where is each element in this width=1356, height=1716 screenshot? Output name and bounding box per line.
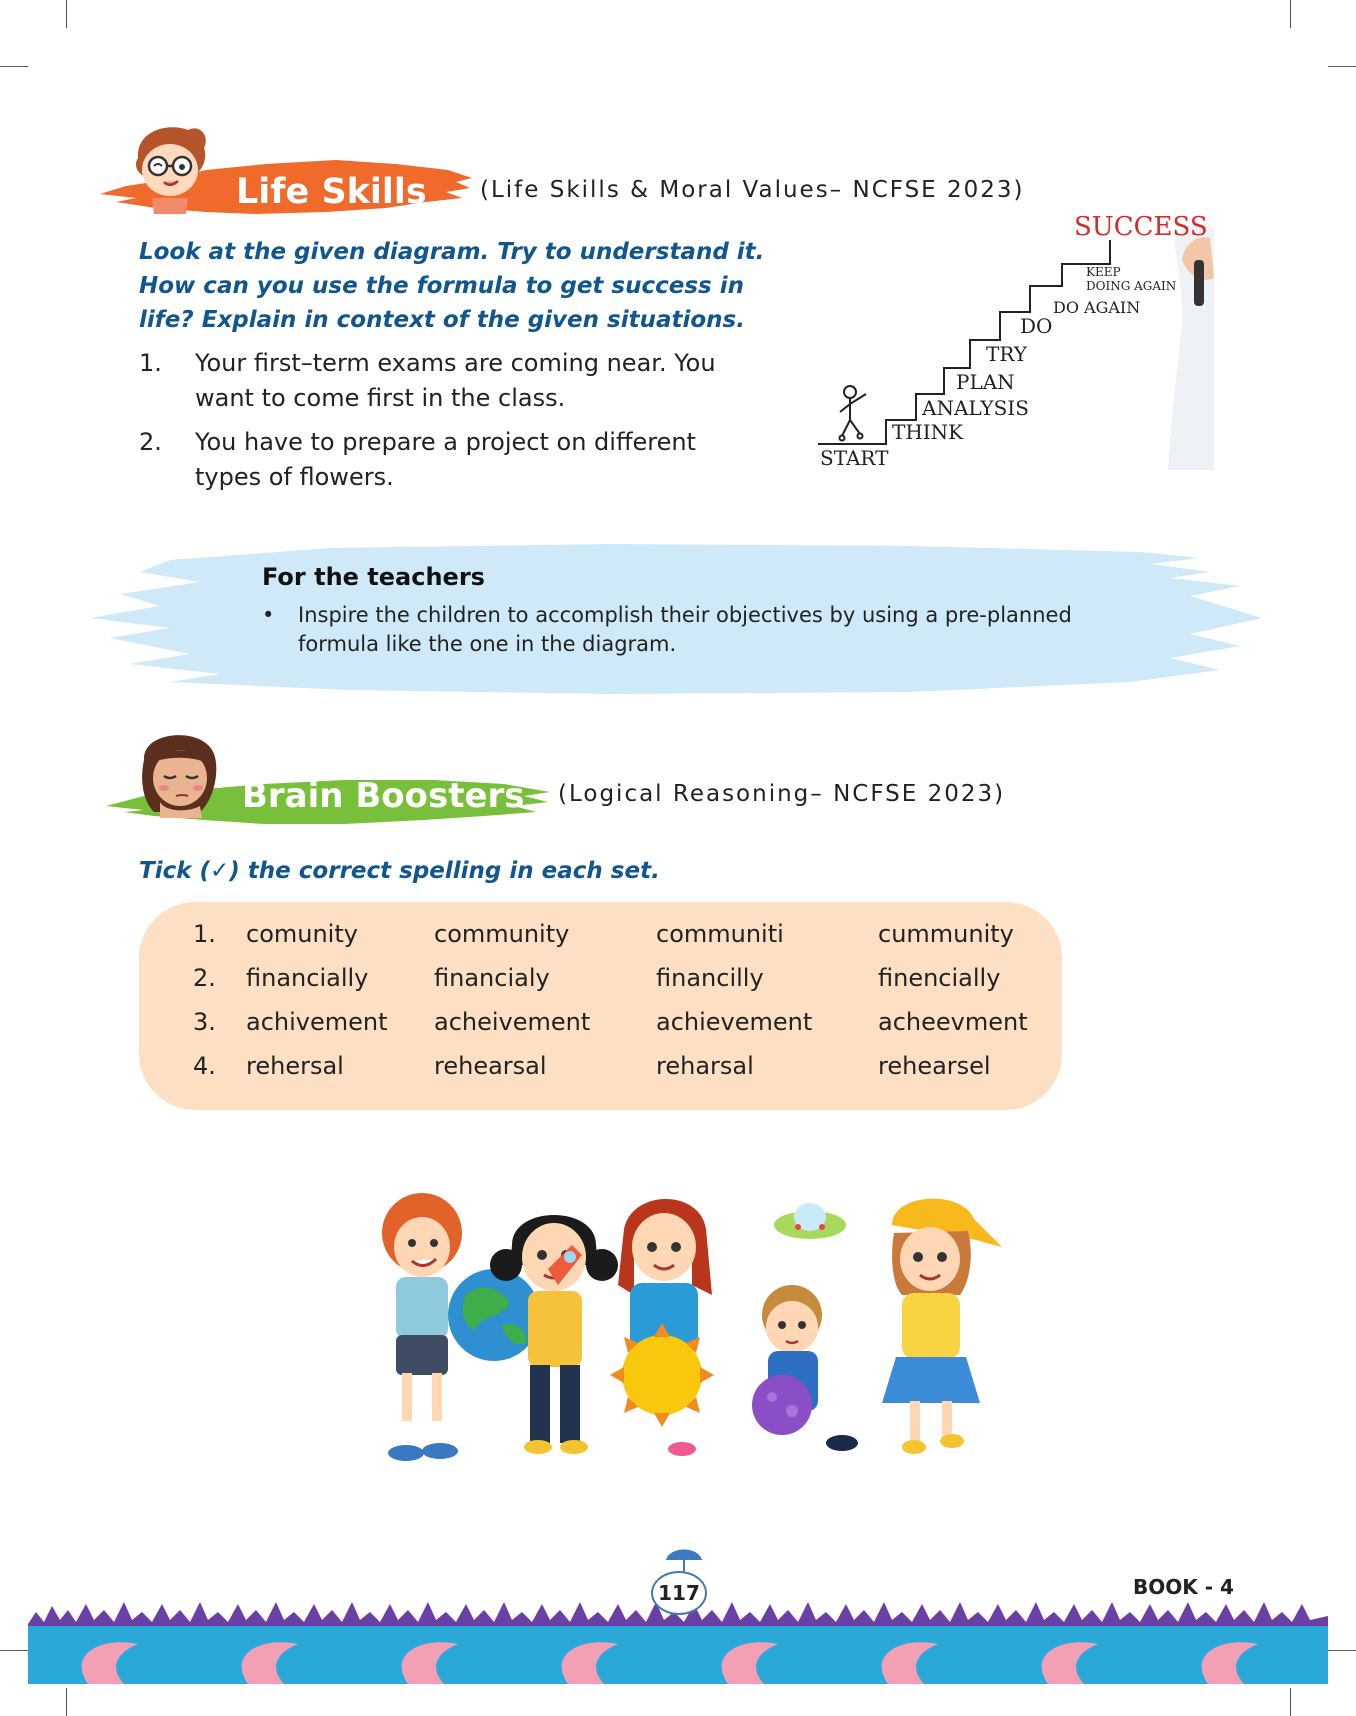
spelling-option[interactable]: acheevment [878, 1008, 1028, 1036]
girl-with-cap-icon [882, 1199, 1002, 1454]
stick-figure-icon [840, 386, 867, 441]
teacher-note-title: For the teachers [262, 563, 485, 591]
success-label: SUCCESS [1074, 212, 1208, 242]
spelling-option[interactable]: comunity [246, 920, 358, 948]
list-text: Your first–term exams are coming near. You want to come first in the class. [195, 349, 716, 412]
step-start-label: START [820, 446, 889, 470]
row-number: 4. [193, 1052, 216, 1080]
crop-mark [1328, 1650, 1356, 1651]
row-number: 1. [193, 920, 216, 948]
list-item [139, 425, 769, 495]
step-keep-label: KEEP [1086, 265, 1121, 279]
step-do-label: DO [1020, 314, 1053, 338]
row-number: 2. [193, 964, 216, 992]
spelling-option[interactable]: rehearsal [434, 1052, 547, 1080]
spelling-option[interactable]: financilly [656, 964, 764, 992]
brain-boosters-title: Brain Boosters [242, 776, 525, 816]
life-skills-instruction: Look at the given diagram. Try to understand it. How can you use the formula to get success in life? Explain in context of the given situations. [139, 239, 765, 333]
page-number: 117 [651, 1571, 707, 1615]
spelling-option[interactable]: financialy [434, 964, 550, 992]
teacher-note-text: Inspire the children to accomplish their objectives by using a pre-planned formula like the one in the diagram. [298, 603, 1072, 656]
book-label: BOOK - 4 [1133, 1575, 1234, 1599]
list-number: 2. [139, 428, 162, 456]
success-stairs-diagram [810, 208, 1214, 470]
spelling-option[interactable]: cummunity [878, 920, 1014, 948]
crop-mark [1290, 0, 1291, 28]
step-keep-doing-label: DOING AGAIN [1086, 279, 1177, 293]
hand-with-marker-icon [1168, 225, 1214, 470]
crop-mark [0, 1650, 28, 1651]
spelling-option[interactable]: communiti [656, 920, 784, 948]
spelling-option[interactable]: achivement [246, 1008, 388, 1036]
spelling-option[interactable]: rehearsel [878, 1052, 991, 1080]
teacher-note-bullet [262, 601, 1112, 659]
brain-boosters-source: (Logical Reasoning– NCFSE 2023) [558, 781, 1006, 807]
crop-mark [1328, 66, 1356, 67]
list-text: You have to prepare a project on different types of flowers. [195, 428, 696, 491]
life-skills-title: Life Skills [236, 172, 427, 212]
spelling-table [139, 902, 1062, 1110]
step-analysis-label: ANALYSIS [922, 396, 1029, 420]
crop-mark [0, 66, 28, 67]
spelling-option[interactable]: finencially [878, 964, 1001, 992]
spelling-option[interactable]: acheivement [434, 1008, 591, 1036]
step-think-label: THINK [892, 420, 964, 444]
spelling-option[interactable]: reharsal [656, 1052, 754, 1080]
kids-illustration [362, 1185, 1052, 1475]
list-item [139, 346, 769, 416]
step-do-again-label: DO AGAIN [1053, 298, 1141, 317]
spelling-option[interactable]: achievement [656, 1008, 813, 1036]
spelling-option[interactable]: rehersal [246, 1052, 344, 1080]
girl-with-sun-icon [610, 1199, 714, 1456]
girl-with-planet-icon [752, 1203, 858, 1451]
crop-mark [66, 1688, 67, 1716]
bullet-dot: • [262, 603, 275, 627]
girl-mascot-icon [142, 735, 216, 818]
list-number: 1. [139, 349, 162, 377]
crop-mark [66, 0, 67, 28]
life-skills-source: (Life Skills & Moral Values– NCFSE 2023) [480, 177, 1025, 203]
spelling-option[interactable]: community [434, 920, 570, 948]
step-try-label: TRY [986, 342, 1027, 366]
step-plan-label: PLAN [956, 370, 1015, 394]
row-number: 3. [193, 1008, 216, 1036]
brain-boosters-instruction: Tick (✓) the correct spelling in each set. [139, 858, 660, 884]
spelling-option[interactable]: financially [246, 964, 369, 992]
crop-mark [1290, 1688, 1291, 1716]
umbrella-icon [664, 1544, 704, 1574]
situation-list [139, 346, 769, 504]
